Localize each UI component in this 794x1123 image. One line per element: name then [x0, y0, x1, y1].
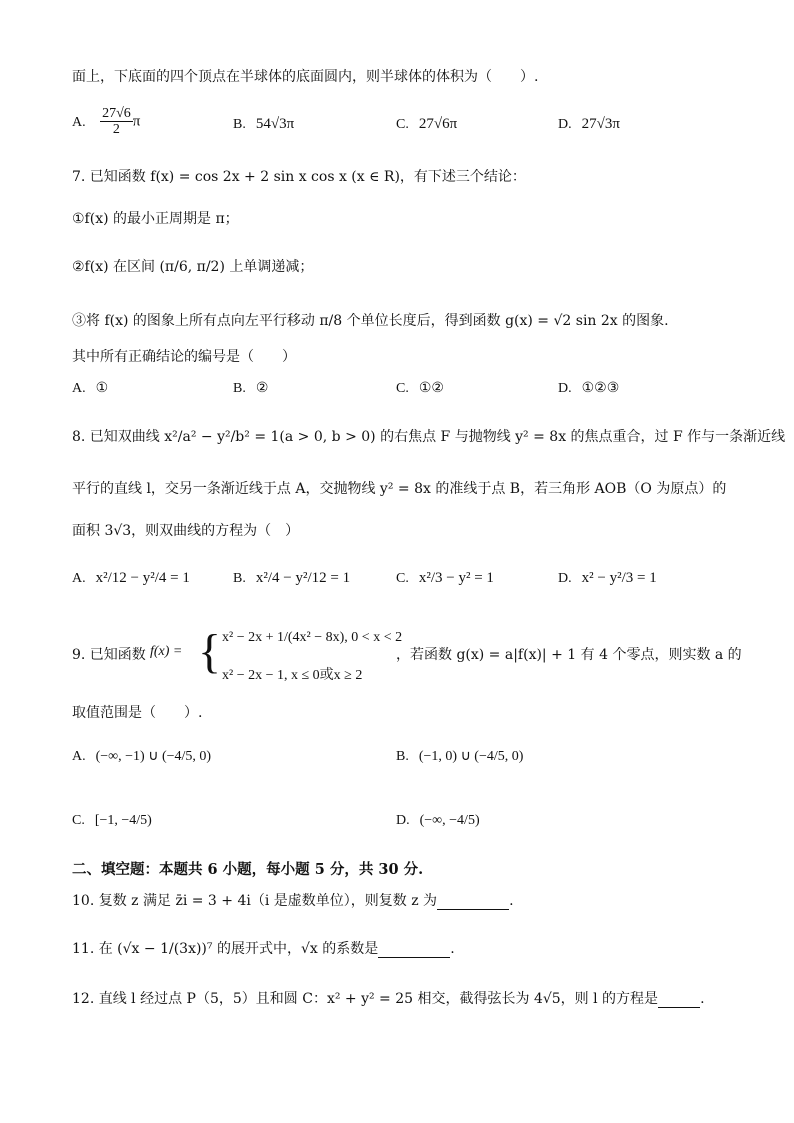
q6-option-b: B. 54√3π: [233, 116, 295, 132]
q9-suffix: ，若函数 g(x) = a|f(x)| + 1 有 4 个零点，则实数 a 的: [396, 647, 742, 663]
option-text: x² − y²/3 = 1: [581, 570, 657, 586]
option-label: D.: [558, 117, 572, 132]
q7-stem: 7. 已知函数 f(x) = cos 2x + 2 sin x cos x (x ∈ R)，有下述三个结论：: [72, 169, 526, 185]
q12-text: 12. 直线 l 经过点 P（5，5）且和圆 C：x² + y² = 25 相交，截得弦长为 4√5，则 l 的方程是: [72, 991, 659, 1007]
option-label: D.: [558, 381, 572, 396]
option-label: D.: [558, 571, 572, 586]
q11: 11. 在 (√x − 1/(3x))⁷ 的展开式中，√x 的系数是 .: [72, 941, 455, 957]
q7-statement-2: ②f(x) 在区间 (π/6, π/2) 上单调递减；: [72, 259, 314, 275]
q8-line-3: 面积 3√3，则双曲线的方程为（ ）: [72, 523, 300, 539]
brace-icon: {: [198, 625, 222, 678]
q9-line-2: 取值范围是（ ）.: [72, 705, 203, 721]
q9-prefix: 9. 已知函数: [72, 647, 146, 663]
option-label: B.: [233, 117, 246, 132]
answer-blank[interactable]: [437, 909, 509, 910]
option-label: C.: [396, 571, 409, 586]
q11-text: 11. 在 (√x − 1/(3x))⁷ 的展开式中，√x 的系数是: [72, 941, 379, 957]
q7-option-d: [558, 380, 619, 397]
section-heading: 二、填空题：本题共 6 小题，每小题 5 分，共 30 分.: [72, 861, 424, 878]
q9-option-a: [72, 748, 211, 765]
option-text: ②: [255, 380, 269, 396]
q7-statement-3: ③将 f(x) 的图象上所有点向左平行移动 π/8 个单位长度后，得到函数 g(x) = √2 sin 2x 的图象.: [72, 313, 669, 329]
option-text: x²/12 − y²/4 = 1: [95, 570, 190, 586]
q6-tail: 面上，下底面的四个顶点在半球体的底面圆内，则半球体的体积为（ ）.: [72, 69, 539, 85]
option-text: x²/4 − y²/12 = 1: [255, 570, 351, 586]
option-text: ①②: [418, 380, 444, 396]
option-label: A.: [72, 749, 86, 764]
q9-option-d: [396, 812, 480, 829]
q9-case-1: x² − 2x + 1/(4x² − 8x), 0 < x < 2: [222, 630, 403, 645]
option-text: (−∞, −4/5): [419, 813, 480, 828]
option-label: B.: [396, 749, 409, 764]
q7-statement-1: ①f(x) 的最小正周期是 π；: [72, 211, 239, 227]
option-text: ①: [95, 380, 109, 396]
q10: 10. 复数 z 满足 z̄i = 3 + 4i（i 是虚数单位），则复数 z 为 .: [72, 893, 514, 909]
option-label: A.: [72, 114, 86, 130]
q9-option-b: [396, 748, 523, 765]
option-label: D.: [396, 813, 410, 828]
q7-ask: 其中所有正确结论的编号是（ ）: [72, 349, 296, 365]
q8-option-c: [396, 570, 494, 587]
option-label: A.: [72, 571, 86, 586]
q6-option-d: D. 27√3π: [558, 116, 620, 132]
answer-blank[interactable]: [658, 1007, 700, 1008]
q8-option-b: [233, 570, 350, 587]
answer-blank[interactable]: [378, 957, 450, 958]
q10-text: 10. 复数 z 满足 z̄i = 3 + 4i（i 是虚数单位），则复数 z 为: [72, 893, 438, 909]
q7-option-a: [72, 380, 108, 397]
option-label: C.: [396, 117, 409, 132]
option-text: ①②③: [581, 380, 620, 396]
q6-option-a: A. $\frac{27√6}{2}$ π: [72, 106, 141, 137]
q9-case-2: x² − 2x − 1, x ≤ 0或x ≥ 2: [222, 668, 363, 683]
q7-option-b: [233, 380, 268, 397]
option-label: B.: [233, 571, 246, 586]
option-label: A.: [72, 381, 86, 396]
q8-line-2: 平行的直线 l，交另一条渐近线于点 A，交抛物线 y² = 8x 的准线于点 B，若三角形 AOB（O 为原点）的: [72, 481, 727, 497]
q9-option-c: [72, 812, 152, 829]
option-label: C.: [396, 381, 409, 396]
option-label: C.: [72, 813, 85, 828]
option-text: [−1, −4/5): [94, 813, 152, 828]
option-label: B.: [233, 381, 246, 396]
q8-option-d: [558, 570, 657, 587]
q8-option-a: [72, 570, 190, 587]
q8-line-1: 8. 已知双曲线 x²/a² − y²/b² = 1(a > 0, b > 0) 的右焦点 F 与抛物线 y² = 8x 的焦点重合，过 F 作与一条渐近线: [72, 429, 786, 445]
q9-function-name: f(x) =: [150, 644, 183, 659]
option-text: (−∞, −1) ∪ (−4/5, 0): [95, 749, 212, 764]
q12: 12. 直线 l 经过点 P（5，5）且和圆 C：x² + y² = 25 相交，截得弦长为 4√5，则 l 的方程是 .: [72, 991, 705, 1007]
option-text: (−1, 0) ∪ (−4/5, 0): [418, 749, 524, 764]
q7-option-c: [396, 380, 444, 397]
q6-option-c: C. 27√6π: [396, 116, 458, 132]
option-text: x²/3 − y² = 1: [418, 570, 494, 586]
fraction: $\frac{27√6}{2}$: [102, 106, 131, 137]
